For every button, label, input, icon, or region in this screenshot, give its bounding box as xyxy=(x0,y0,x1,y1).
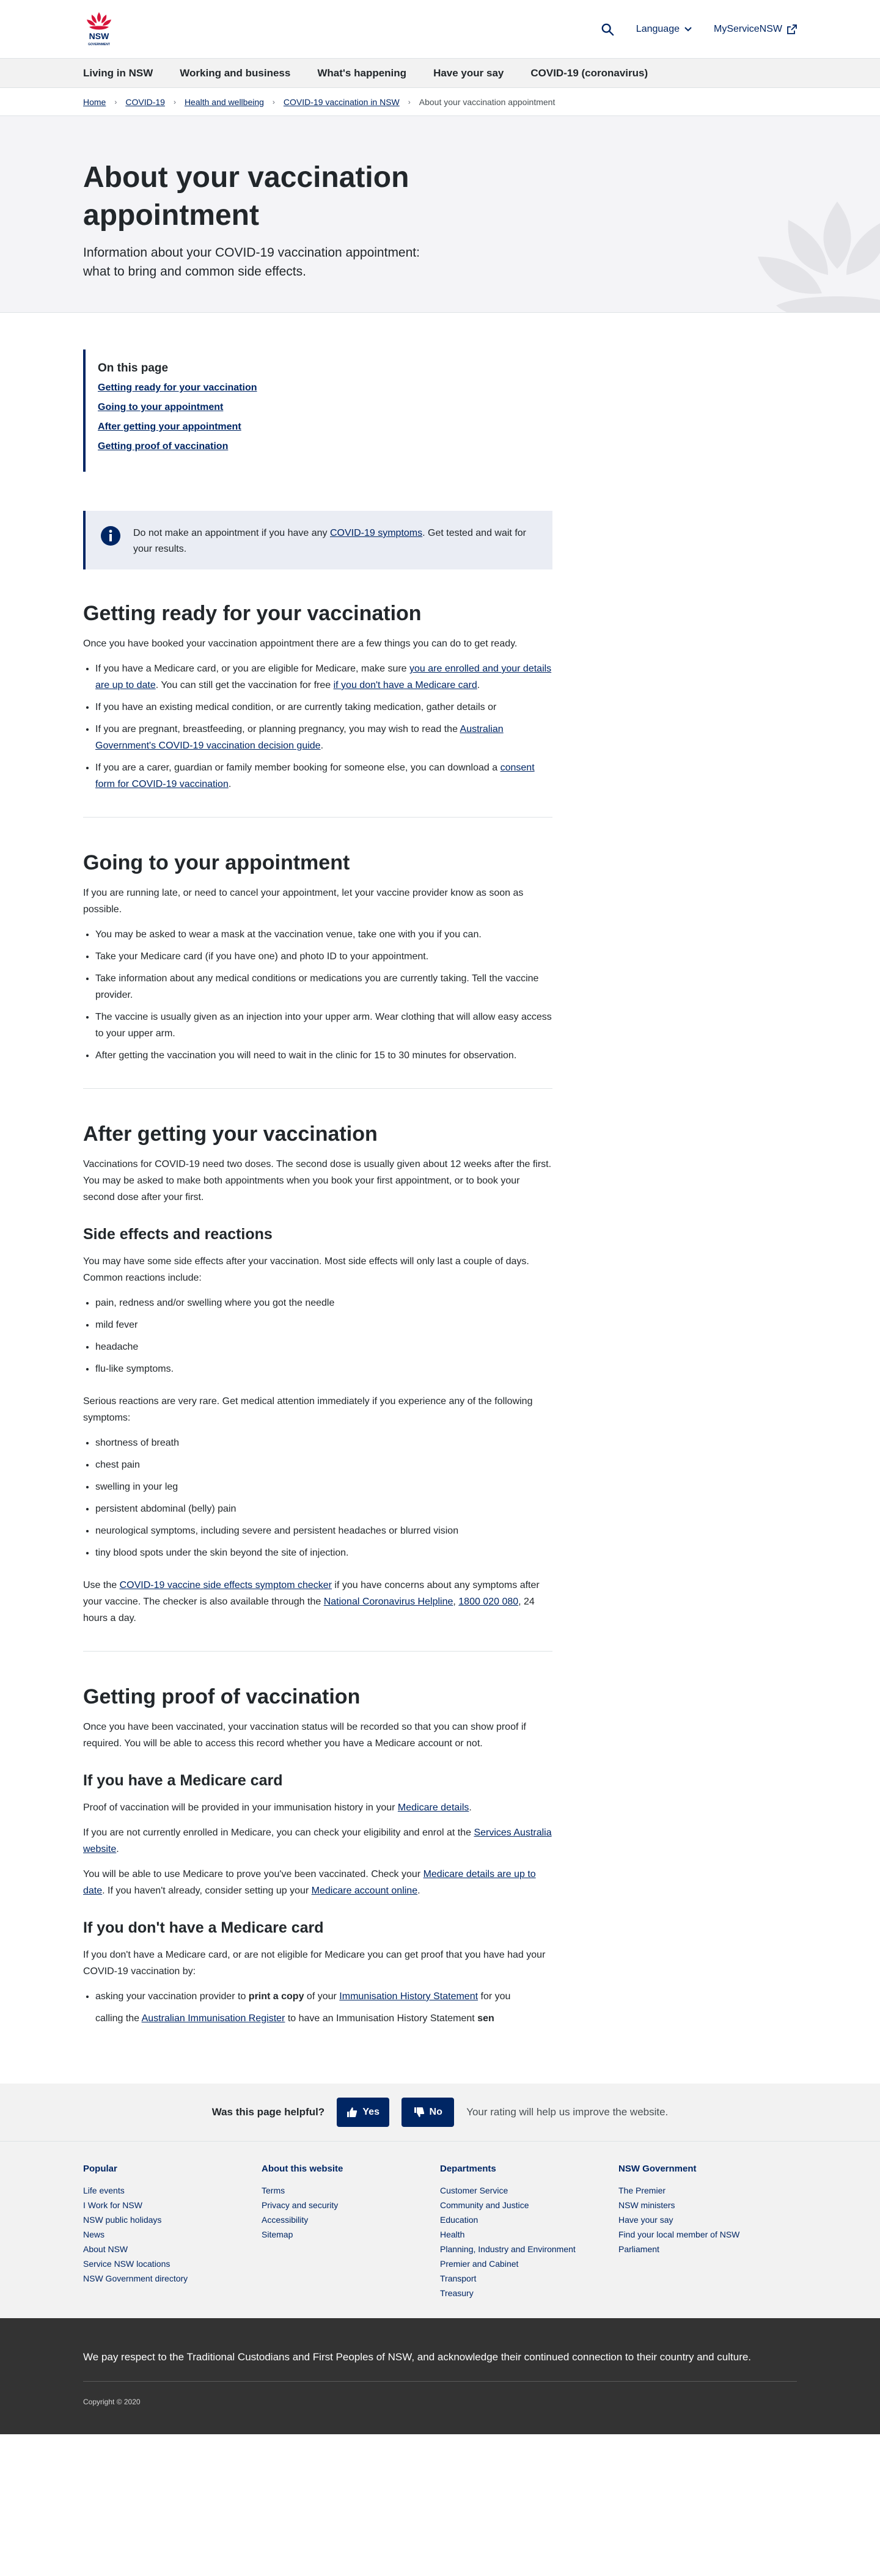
chevron-right-icon: › xyxy=(272,97,275,106)
myservicensw-link[interactable] xyxy=(714,24,797,35)
list-item: • Take information about any medical conditions or medications you are currently taking. Tell the vaccine provider. xyxy=(95,970,552,1003)
footer-link[interactable]: Treasury xyxy=(440,2288,474,2298)
feedback-no-button[interactable]: No xyxy=(402,2098,454,2127)
footer-column-departments xyxy=(440,2164,618,2298)
section-getting-ready xyxy=(83,600,552,792)
page-feedback xyxy=(0,2084,880,2141)
nav-item-covid-19[interactable]: COVID-19 (coronavirus) xyxy=(530,67,648,79)
footer-heading: Departments xyxy=(440,2164,496,2174)
symptom-checker-text: Use the COVID-19 vaccine side effects symptom checker if you have concerns about any symptoms after your vaccine. The checker is also available through the National Coronavirus Helpline, 1800 020 080, 24 hours a day. xyxy=(83,1580,540,1623)
nav-item-living-in-nsw[interactable]: Living in NSW xyxy=(83,67,153,79)
list-item: • pain, redness and/or swelling where you got the needle xyxy=(95,1295,552,1311)
common-reactions-list xyxy=(83,1295,552,1377)
thumbs-down-icon xyxy=(414,2107,425,2118)
list-item: • mild fever xyxy=(95,1317,552,1333)
info-icon xyxy=(100,525,121,546)
list-item: • chest pain xyxy=(95,1457,552,1473)
consent-form-link[interactable]: consent form for COVID-19 vaccination xyxy=(95,763,535,789)
footer-heading: Popular xyxy=(83,2164,117,2174)
after-intro: Vaccinations for COVID-19 need two doses. The second dose is usually given about 12 weeks after the first. You may be asked to make both appointments when you book your first appointment, or to book your second dose after your first. xyxy=(83,1159,552,1202)
list-item: • tiny blood spots under the skin beyond the site of injection. xyxy=(95,1545,552,1561)
footer-link[interactable]: NSW Government directory xyxy=(83,2274,188,2283)
services-australia-link[interactable]: Services Australia website xyxy=(83,1828,552,1854)
footer-column-nsw-government xyxy=(618,2164,797,2288)
language-label: Language xyxy=(636,23,680,34)
symptoms-notice xyxy=(83,511,552,569)
no-medicare-intro: If you don't have a Medicare card, or are not eligible for Medicare you can get proof that you have had your COVID-19 vaccination by: xyxy=(83,1950,546,1977)
after-heading: After getting your vaccination xyxy=(83,1122,378,1146)
list-item: • If you have an existing medical condition, or are currently taking medication, gather details or xyxy=(95,699,552,715)
onpage-link-going[interactable]: Going to your appointment xyxy=(98,402,224,412)
list-item: • shortness of breath xyxy=(95,1435,552,1451)
section-proof xyxy=(83,1683,552,2027)
list-item: • neurological symptoms, including severe and persistent headaches or blurred vision xyxy=(95,1523,552,1539)
footer-heading: NSW Government xyxy=(618,2164,697,2174)
list-item: • If you have a Medicare card, or you are eligible for Medicare, make sure you are enrolled and your details are up to date. You can still get the vaccination for free if you don't have a Medicare card. xyxy=(95,660,552,693)
medicare-account-online-link[interactable]: Medicare account online xyxy=(311,1886,418,1896)
feedback-note: Your rating will help us improve the website. xyxy=(466,2106,669,2118)
footer-link[interactable]: Terms xyxy=(262,2186,285,2195)
getting-ready-intro: Once you have booked your vaccination appointment there are a few things you can do to get ready. xyxy=(83,639,518,649)
immunisation-register-link[interactable]: Australian Immunisation Register xyxy=(141,2013,285,2024)
breadcrumb xyxy=(0,88,880,116)
section-divider xyxy=(83,817,552,818)
chevron-down-icon xyxy=(684,27,692,32)
list-item: • Take your Medicare card (if you have one) and photo ID to your appointment. xyxy=(95,948,552,965)
svg-text:GOVERNMENT: GOVERNMENT xyxy=(88,42,110,46)
medicare-paragraph-2: If you are not currently enrolled in Medicare, you can check your eligibility and enrol at the Services Australia website. xyxy=(83,1828,552,1854)
list-item: • flu-like symptoms. xyxy=(95,1361,552,1377)
footer-links xyxy=(0,2141,880,2318)
acknowledgement-footer xyxy=(0,2318,880,2434)
no-medicare-heading: If you don't have a Medicare card xyxy=(83,1919,324,1936)
footer-link[interactable]: Accessibility xyxy=(262,2215,309,2225)
page-intro: Information about your COVID-19 vaccination appointment: what to bring and common side effects. xyxy=(83,246,420,279)
getting-ready-list xyxy=(83,660,552,792)
footer-link[interactable]: Education xyxy=(440,2215,479,2225)
footer-link[interactable]: The Premier xyxy=(618,2186,666,2195)
breadcrumb-home[interactable]: Home xyxy=(83,97,106,107)
footer-link[interactable]: News xyxy=(83,2230,105,2239)
footer-link[interactable]: Sitemap xyxy=(262,2230,293,2239)
nsw-waratah-logo xyxy=(83,10,115,49)
footer-link[interactable]: Service NSW locations xyxy=(83,2259,170,2269)
footer-link[interactable]: Privacy and security xyxy=(262,2200,339,2210)
chevron-right-icon: › xyxy=(408,97,411,106)
chevron-right-icon: › xyxy=(173,97,176,106)
list-item: • asking your vaccination provider to print a copy of your Immunisation History Statement for you xyxy=(95,1988,552,2005)
onpage-link-proof[interactable]: Getting proof of vaccination xyxy=(98,441,229,452)
immunisation-history-link[interactable]: Immunisation History Statement xyxy=(339,1991,479,2002)
page-title: About your vaccination appointment xyxy=(83,161,409,232)
footer-column-popular xyxy=(83,2164,262,2288)
onpage-link-ready[interactable]: Getting ready for your vaccination xyxy=(98,382,257,393)
breadcrumb-covid-19[interactable]: COVID-19 xyxy=(125,97,165,107)
section-after xyxy=(83,1121,552,1626)
on-this-page xyxy=(83,349,552,472)
nav-item-working-and-business[interactable]: Working and business xyxy=(180,67,291,79)
feedback-yes-button[interactable]: Yes xyxy=(337,2098,389,2127)
breadcrumb-covid-vaccination[interactable]: COVID-19 vaccination in NSW xyxy=(283,97,400,107)
on-this-page-heading: On this page xyxy=(98,362,169,375)
footer-heading: About this website xyxy=(262,2164,343,2174)
site-header xyxy=(0,0,880,59)
breadcrumb-current: About your vaccination appointment xyxy=(419,97,556,107)
onpage-link-after[interactable]: After getting your appointment xyxy=(98,422,241,432)
getting-ready-heading: Getting ready for your vaccination xyxy=(83,602,422,625)
proof-intro: Once you have been vaccinated, your vaccination status will be recorded so that you can show proof if required. You will be able to access this record whether you have a Medicare account or not. xyxy=(83,1722,526,1749)
serious-reactions-list xyxy=(83,1435,552,1561)
covid-symptoms-link[interactable]: COVID-19 symptoms xyxy=(329,528,423,538)
list-item: • persistent abdominal (belly) pain xyxy=(95,1501,552,1517)
main-navigation xyxy=(0,59,880,88)
going-list xyxy=(83,926,552,1064)
list-item: • If you are a carer, guardian or family member booking for someone else, you can download a consent form for COVID-19 vaccination. xyxy=(95,759,552,792)
section-divider xyxy=(83,1088,552,1089)
list-item: • You may be asked to wear a mask at the vaccination venue, take one with you if you can. xyxy=(95,926,552,943)
nsw-logo-link[interactable] xyxy=(83,10,115,49)
footer-link[interactable]: Premier and Cabinet xyxy=(440,2259,519,2269)
footer-link[interactable]: Transport xyxy=(440,2274,477,2283)
copyright-text: Copyright © 2020 xyxy=(83,2398,141,2406)
footer-link[interactable]: Customer Service xyxy=(440,2186,508,2195)
medicare-up-to-date-link[interactable]: Medicare details are up to date xyxy=(83,1869,536,1896)
list-item: • If you are pregnant, breastfeeding, or planning pregnancy, you may wish to read the Australian Government's COVID-19 vaccination decision guide. xyxy=(95,721,552,754)
notice-text: Do not make an appointment if you have any COVID-19 symptoms. Get tested and wait for your results. xyxy=(133,528,526,554)
going-intro: If you are running late, or need to cancel your appointment, let your vaccine provider know as soon as possible. xyxy=(83,888,524,915)
serious-reactions-intro: Serious reactions are very rare. Get medical attention immediately if you experience any of the following symptoms: xyxy=(83,1396,533,1423)
enrolled-details-link[interactable]: you are enrolled and your details are up to date xyxy=(95,664,552,690)
language-selector[interactable] xyxy=(636,24,692,35)
footer-column-about xyxy=(262,2164,440,2288)
list-item: • headache xyxy=(95,1339,552,1355)
waratah-decoration-icon xyxy=(746,189,880,313)
section-divider xyxy=(83,1651,552,1652)
footer-link[interactable]: Parliament xyxy=(618,2244,659,2254)
medicare-heading: If you have a Medicare card xyxy=(83,1772,283,1789)
list-item: • calling the Australian Immunisation Register to have an Immunisation History Statement sen xyxy=(95,2010,552,2027)
list-item: • The vaccine is usually given as an injection into your upper arm. Wear clothing that will allow easy access to your upper arm. xyxy=(95,1009,552,1042)
footer-link[interactable]: I Work for NSW xyxy=(83,2200,142,2210)
nav-item-have-your-say[interactable]: Have your say xyxy=(433,67,504,79)
footer-divider xyxy=(83,2381,797,2382)
list-item: • swelling in your leg xyxy=(95,1479,552,1495)
symptom-checker-link[interactable]: COVID-19 vaccine side effects symptom checker xyxy=(119,1580,332,1590)
footer-link[interactable]: Community and Justice xyxy=(440,2200,529,2210)
section-going xyxy=(83,849,552,1064)
breadcrumb-health-and-wellbeing[interactable]: Health and wellbeing xyxy=(184,97,264,107)
footer-link[interactable]: Life events xyxy=(83,2186,125,2195)
feedback-question: Was this page helpful? xyxy=(211,2106,325,2118)
no-medicare-list xyxy=(83,1988,552,2027)
footer-link[interactable]: NSW ministers xyxy=(618,2200,675,2210)
coronavirus-helpline-link[interactable]: National Coronavirus Helpline xyxy=(323,1597,453,1607)
list-item: • After getting the vaccination you will need to wait in the clinic for 15 to 30 minutes for observation. xyxy=(95,1047,552,1064)
main-content xyxy=(0,313,880,2084)
chevron-right-icon: › xyxy=(114,97,117,106)
nav-item-whats-happening[interactable]: What's happening xyxy=(317,67,407,79)
medicare-paragraph-1: Proof of vaccination will be provided in your immunisation history in your Medicare details. xyxy=(83,1802,472,1813)
footer-link[interactable]: NSW public holidays xyxy=(83,2215,162,2225)
footer-link[interactable]: About NSW xyxy=(83,2244,128,2254)
svg-text:NSW: NSW xyxy=(89,31,109,41)
helpline-phone-link[interactable]: 1800 020 080 xyxy=(458,1597,519,1607)
myservicensw-label: MyServiceNSW xyxy=(713,23,782,34)
acknowledgement-text: We pay respect to the Traditional Custodians and First Peoples of NSW, and acknowledge their continued connection to their country and culture. xyxy=(83,2351,752,2363)
page-hero xyxy=(0,116,880,313)
footer-link[interactable]: Find your local member of NSW xyxy=(618,2230,740,2239)
decision-guide-link[interactable]: Australian Government's COVID-19 vaccination decision guide xyxy=(95,724,504,751)
footer-link[interactable]: Have your say xyxy=(618,2215,673,2225)
side-effects-heading: Side effects and reactions xyxy=(83,1226,273,1243)
medicare-details-link[interactable]: Medicare details xyxy=(397,1802,469,1813)
proof-heading: Getting proof of vaccination xyxy=(83,1685,361,1708)
no-medicare-link[interactable]: if you don't have a Medicare card xyxy=(333,680,477,690)
external-link-icon xyxy=(787,24,797,34)
search-icon[interactable] xyxy=(601,23,614,36)
medicare-paragraph-3: You will be able to use Medicare to prove you've been vaccinated. Check your Medicare details are up to date. If you haven't already, consider setting up your Medicare account online. xyxy=(83,1869,536,1896)
header-actions xyxy=(601,23,797,36)
thumbs-up-icon xyxy=(346,2107,358,2118)
footer-link[interactable]: Health xyxy=(440,2230,465,2239)
side-effects-intro: You may have some side effects after your vaccination. Most side effects will only last a couple of days. Common reactions include: xyxy=(83,1256,529,1283)
going-heading: Going to your appointment xyxy=(83,851,350,874)
footer-link[interactable]: Planning, Industry and Environment xyxy=(440,2244,576,2254)
